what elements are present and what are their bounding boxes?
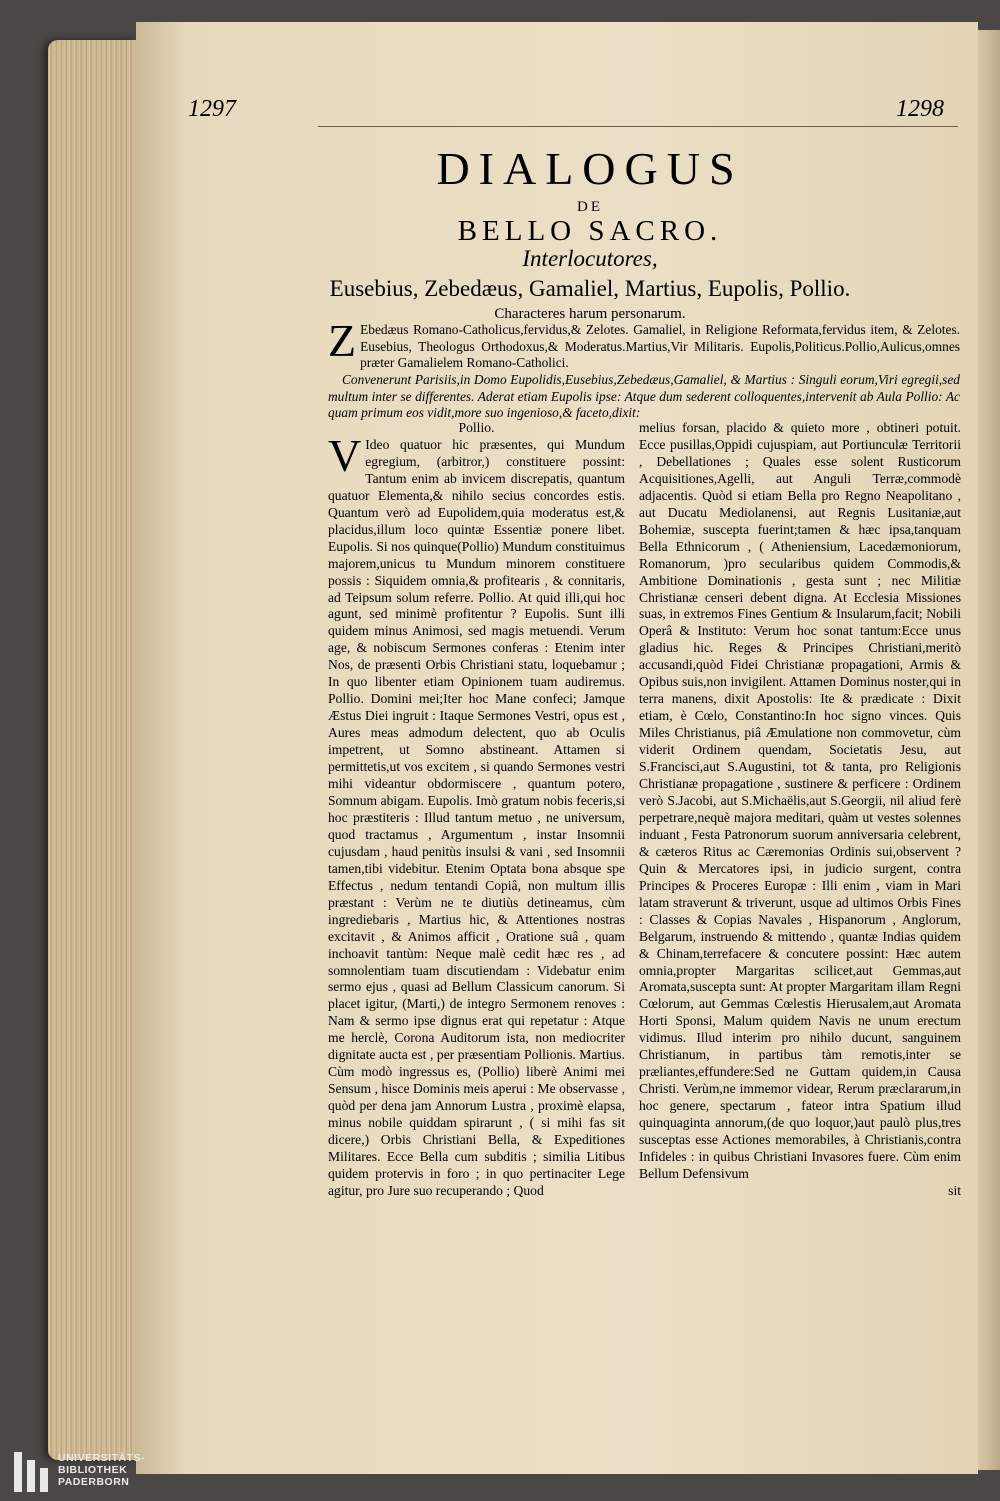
characters-paragraph (328, 315, 960, 372)
right-text-column (639, 420, 961, 1200)
page-number-left: 1297 (188, 96, 236, 122)
left-text-column (328, 420, 625, 1200)
characteres-heading: Characteres harum personarum. (494, 306, 686, 322)
interlocutores-names: Eusebius, Zebedæus, Gamaliel, Martius, Eupolis, Pollio. (329, 276, 851, 301)
title-bello-sacro: BELLO SACRO. (457, 215, 723, 247)
characters-text: Ebedæus Romano-Catholicus,fervidus,& Zelotes. Gamaliel, in Religione Reformata,fervidus item, & Zelotes. Eusebius, Theologus Orthodoxus,& Moderatus.Martius,Vir Militaris. Eupolis,Politicus.Pollio,Aulicus,omnes præter Gamalielem Romano-Catholici. (360, 322, 960, 370)
speaker-pollio: Pollio. (458, 420, 495, 435)
library-logo (14, 1452, 145, 1492)
book-page-edges (48, 40, 136, 1460)
interlocutores-heading: Interlocutores, (522, 246, 658, 271)
library-logo-mark (14, 1452, 48, 1492)
library-logo-text: UNIVERSITÄTS- BIBLIOTHEK PADERBORN (58, 1452, 146, 1488)
setting-paragraph: Convenerunt Parisiis,in Domo Eupolidis,Eusebius,Zebedæus,Gamaliel, & Martius : Singuli eorum,Viri egregii,sed multum inter se differentes. Aderat etiam Eupolis ipse: Atque dum sederent colloquentes,intervenit ab Aula Pollio: Ac quam primum eos vidit,more suo ingenioso,& faceto,dixit: (328, 372, 960, 420)
title-dialogus: DIALOGUS (436, 143, 744, 194)
left-column-text: Ideo quatuor hic præsentes, qui Mundum egregium, (arbitror,) constituere possint: Tantum enim ab invicem discrepatis, quantum quatuor Elementa,& nihilo secius concordes estis. Quantum verò ad Eupolidem,quia moderatus est,& placidus,illum loco quintæ Essentiæ ponere libet. Eupolis. Si nos quinque(Pollio) Mundum constituimus majorem,unicus tu Mundum minorem constituere possis : Siquidem omnia,& profitearis , & connitaris, ad Teipsum solum referre. Pollio. At quid illi,qui hoc agunt, sed minimè profitentur ? Eupolis. Sunt illi quidem minus Animosi, sed magis metuendi. Verum age, & nobiscum Sermones conferas : Etenim inter Nos, de præsenti Orbis Christiani statu, loquebamur ; In quo libenter etiam Opinionem tuam audiremus. Pollio. Domini mei;Iter hoc Mane confeci; Jamque Æstus Diei ingruit : Itaque Sermones Vestri, opus est , Aures meas admodum delectent, quo ab Oculis impetrent, ut Somno abstineant. Attamen si permittetis,ut vos excitem , si quando Sermones vestri mihi videantur obdormiscere , quantum potero, Somnum abigam. Eupolis. Imò gratum nobis feceris,si hoc præstiteris : Illud tantum metuo , ne universum, quod tractamus , Argumentum , instar Insomnii cujusdam , haud penitùs insulsi & vani , sed Insomnii tamen,tibi videbitur. Etenim Optata bona absque spe Effectus , nedum tentandi Copiâ, non multum illis præstant : Verùm ne te diutiùs detineamus, cùm ingrediebaris , Martius hic, & Attentiones nostras excitavit , & Animos afficit , Oratione suâ , quam inchoavit tantùm: Neque malè cedit hæc res , ad somnolentiam tuam discutiendam : Videbatur enim sermo ejus , quasi ad Bellum Classicum canorum. Si placet igitur, (Marti,) de integro Sermonem renoves : Nam & sermo ipse dignus erat qui repetatur : Atque me herclè, Corona Auditorum ista, non mediocriter dignitate aucta est , per præsentiam Pollionis. Martius. Cùm modò ingressus es, (Pollio) liberè Animi mei Sensum , hisce Dominis meis aperui : Me observasse , quòd per dena jam Annorum Lustra , proximè elapsa, minus nobile quiddam spirarunt , ( si mihi fas sit dicere,) Orbis Christiani Bella, & Expeditiones Militares. Ecce Bella cum subditis ; similia Litibus quidem protervis in foro ; in quo pertinaciter Lege agitur, pro Jure suo recuperando ; Quod (328, 436, 625, 1198)
page-number-right: 1298 (896, 96, 944, 122)
catchword: sit (948, 1182, 961, 1198)
title-de-small: DE (577, 199, 603, 215)
drop-cap-v: V (328, 429, 362, 481)
drop-cap-z: Z (328, 315, 357, 366)
header-rule (318, 126, 958, 127)
right-column-text: melius forsan, placido & quieto more , obtineri potuit. Ecce pusillas,Oppidi cujuspiam, aut Portiunculæ Territorii , Debellationes ; Quales esse solent Rusticorum Acquisitiones,Agelli, aut Anguli Terræ,commodè adjacentis. Quòd si etiam Bella pro Regno Neapolitano , aut Ducatu Mediolanensi, aut Regnis Lusitaniæ,aut Bohemiæ, suscepta fuerint;tamen & hæc ipsa,tanquam Bella Ethnicorum , ( Atheniensium, Lacedæmoniorum, Romanorum, )pro secularibus quidem Commodis,& Ambitione Dominationis , gesta sunt ; nec Militiæ Christianæ censeri debent digna. At Ecclesia Missiones suas, in extremos Fines Gentium & Insularum,facit; Nobili Operâ & Instituto: Verum hoc sonat tantum:Ecce unus gladius hic. Reges & Principes Christiani,meritò accusandi,quòd Fidei Christianæ propagationi, Armis & Opibus suis,non invigilent. Attamen Dominus noster,qui in terra manens, dixit Apostolis: Ite & prædicate : Dixit etiam, è Cœlo, Constantino:In hoc signo vinces. Quis Miles Christianus, piâ Æmulatione non commovetur, cùm viderit Ordinem quendam, Societatis Jesu, aut S.Francisci,aut S.Augustini, tot & tanta, pro Religionis Christianæ propagatione , sustinere & perficere : Ordinem verò S.Jacobi, aut S.Michaëlis,aut S.Georgii, nil aliud ferè perpetrare,nequè majora meditari, quàm ut vestes solennes induant , Festa Patronorum suorum anniversaria celebrent, & cæteros Ritus ac Cæremonias Ordinis sui,observent ? Quin & Mercatores ipsi, in judicio surgent, contra Principes & Proceres Europæ : Illi enim , viam in Mari latam straverunt & triverunt, usque ad ultimos Orbis Fines : Classes & Copias Navales , Hispanorum , Anglorum, Belgarum, instruendo & mittendo , quantæ Indias quidem & Chinam,terrefacere & concutere possint: Hæc autem omnia,propter Margaritas scilicet,aut Gemmas,aut Aromata,suscepta sunt: At propter Margaritam illam Regni Cœlorum, aut Gemmas Cœlestis Hierusalem,aut Aromata Horti Sponsi, Malum quidem Navis ne unum erectum vidimus. Illud interim pro nihilo ducunt, sanguinem Christianum, in partibus tàm remotis,inter se præliantes,effundere:Sed ne Guttam quidem,in Causa Christi. Verùm,ne immemor videar, Rerum præclararum,in hoc genere, spectarum , fateor intra Spatium illud quinquaginta annorum,(de quo loquor,)aut paulò plus,tres susceptas esse Actiones memorabiles, à Christianis,contra Infideles : in quibus Christiani Invasores fuere. Cùm enim Bellum Defensivum (639, 420, 961, 1181)
